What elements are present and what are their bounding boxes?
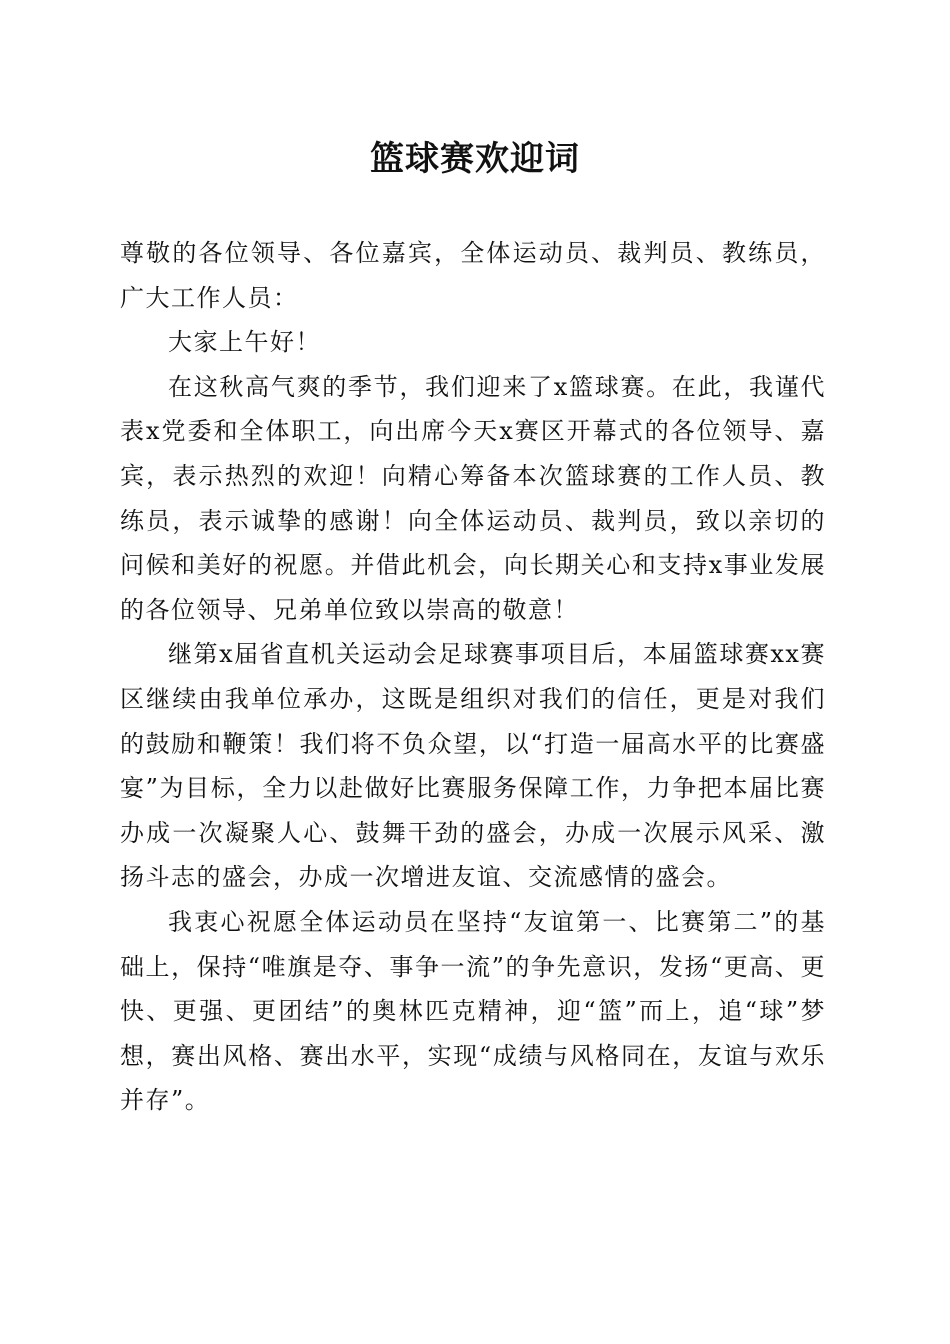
welcome-paragraph: 在这秋高气爽的季节，我们迎来了x篮球赛。在此，我谨代表x党委和全体职工，向出席今天x赛区开幕式的各位领导、嘉宾，表示热烈的欢迎！向精心筹备本次篮球赛的工作人员、教练员，表示诚挚的感谢！向全体运动员、裁判员，致以亲切的问候和美好的祝愿。并借此机会，向长期关心和支持x事业发展的各位领导、兄弟单位致以崇高的敬意！ <box>120 372 826 624</box>
document-title: 篮球赛欢迎词 <box>370 139 580 179</box>
host-paragraph: 继第x届省直机关运动会足球赛事项目后，本届篮球赛xx赛区继续由我单位承办，这既是组织对我们的信任，更是对我们的鼓励和鞭策！我们将不负众望，以“打造一届高水平的比赛盛宴”为目标，全力以赴做好比赛服务保障工作，力争把本届比赛办成一次凝聚人心、鼓舞干劲的盛会，办成一次展示风采、激扬斗志的盛会，办成一次增进友谊、交流感情的盛会。 <box>120 640 826 892</box>
document-body <box>120 231 826 1123</box>
wishes-paragraph: 我衷心祝愿全体运动员在坚持“友谊第一、比赛第二”的基础上，保持“唯旗是夺、事争一流”的争先意识，发扬“更高、更快、更强、更团结”的奥林匹克精神，迎“篮”而上，追“球”梦想，赛出风格、赛出水平，实现“成绩与风格同在，友谊与欢乐并存”。 <box>120 907 826 1115</box>
salutation: 尊敬的各位领导、各位嘉宾，全体运动员、裁判员、教练员，广大工作人员： <box>120 239 826 312</box>
greeting-paragraph: 大家上午好！ <box>168 328 321 357</box>
